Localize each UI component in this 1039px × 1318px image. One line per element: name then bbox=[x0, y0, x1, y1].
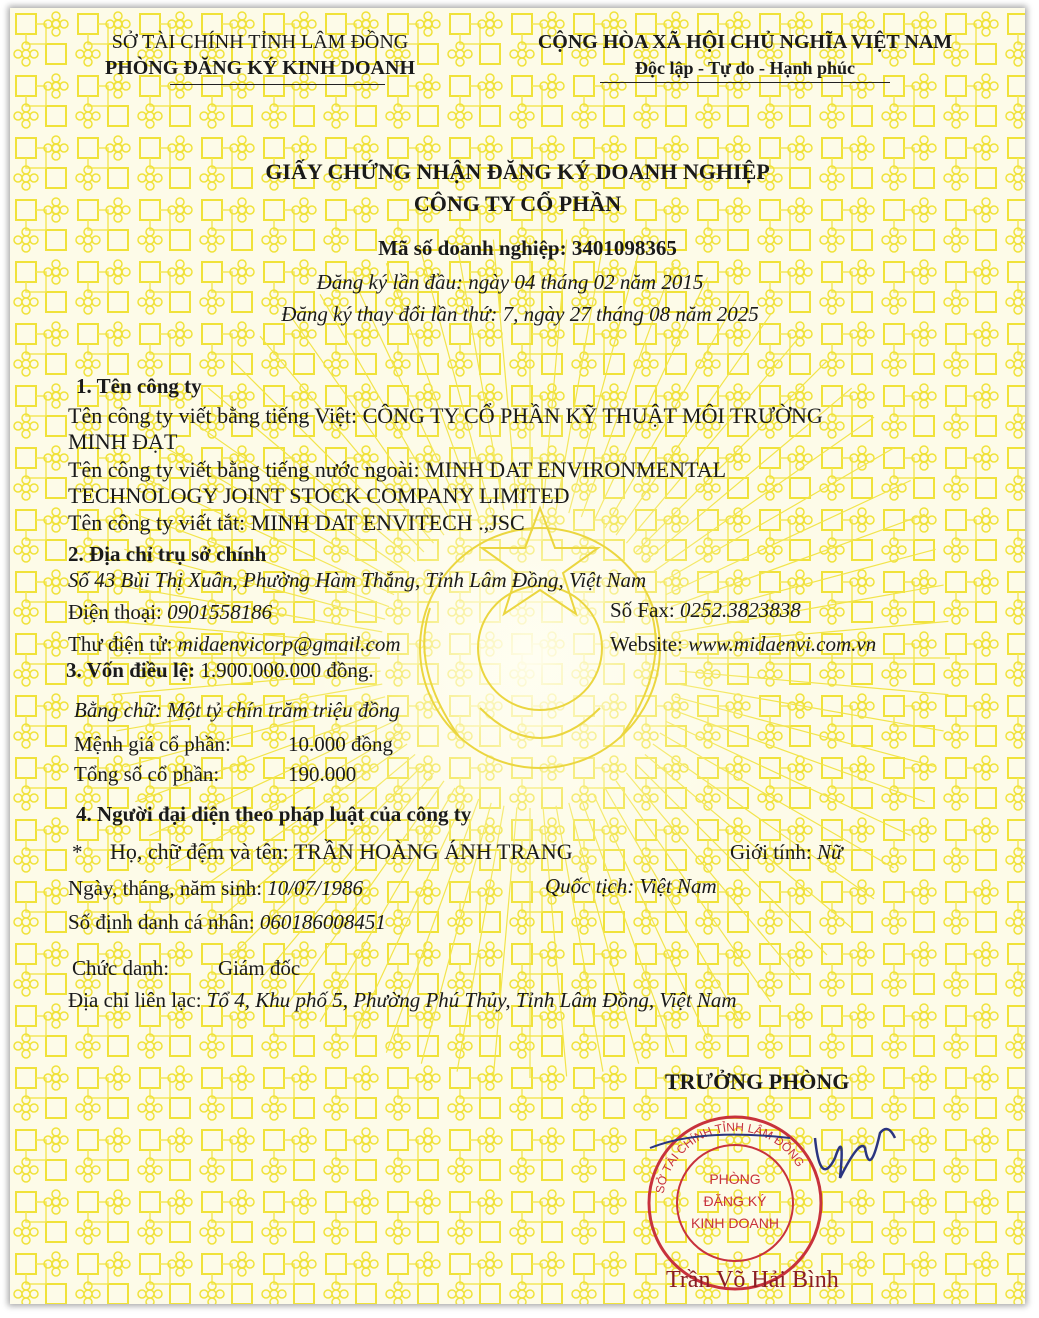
contact-address-field bbox=[68, 988, 737, 1012]
company-name-vietnamese bbox=[68, 404, 823, 428]
header-left-underline bbox=[170, 84, 385, 85]
label-nationality: Quốc tịch: bbox=[545, 874, 635, 898]
total-shares: 190.000 bbox=[288, 762, 357, 786]
label-gender: Giới tính: bbox=[730, 840, 812, 864]
stamp-center-line1: PHÒNG bbox=[709, 1171, 761, 1187]
section-2-heading: 2. Địa chỉ trụ sở chính bbox=[68, 542, 267, 566]
company-name-foreign bbox=[68, 458, 726, 482]
position-value: Giám đốc bbox=[218, 956, 301, 980]
value-dob: 10/07/1986 bbox=[267, 876, 363, 900]
stamp-ring-text: SỞ TÀI CHÍNH TỈNH LÂM ĐỒNG bbox=[652, 1119, 808, 1195]
total-shares-label: Tổng số cổ phần: bbox=[74, 762, 220, 786]
value-full-name: TRẦN HOÀNG ÁNH TRANG bbox=[293, 839, 573, 864]
label-email: Thư điện tử: bbox=[68, 632, 173, 656]
value-contact-address: Tổ 4, Khu phố 5, Phường Phú Thủy, Tỉnh Lâm Đồng, Việt Nam bbox=[206, 988, 737, 1012]
label-personal-id: Số định danh cá nhân: bbox=[68, 910, 255, 934]
country-name: CỘNG HÒA XÃ HỘI CHỦ NGHĨA VIỆT NAM bbox=[537, 31, 953, 53]
nationality-field bbox=[545, 874, 717, 898]
header-right-underline bbox=[600, 82, 890, 83]
representative-name bbox=[110, 840, 573, 864]
section-3-heading: 3. Vốn điều lệ: bbox=[66, 658, 196, 682]
value-vietnamese-name-cont: MINH ĐẠT bbox=[68, 429, 178, 454]
value-nationality: Việt Nam bbox=[639, 874, 717, 898]
position-label: Chức danh: bbox=[72, 956, 170, 980]
value-vietnamese-name: CÔNG TY CỔ PHẦN KỸ THUẬT MÔI TRƯỜNG bbox=[362, 403, 823, 428]
value-short-name: MINH DAT ENVITECH .,JSC bbox=[250, 510, 525, 535]
label-short-name: Tên công ty viết tắt: bbox=[68, 510, 246, 535]
department-name: PHÒNG ĐĂNG KÝ KINH DOANH bbox=[105, 57, 415, 79]
gender-field bbox=[730, 840, 842, 864]
par-value: 10.000 đồng bbox=[288, 732, 393, 756]
section-4-heading: 4. Người đại diện theo pháp luật của công ty bbox=[76, 802, 472, 826]
head-office-address: Số 43 Bùi Thị Xuân, Phường Hàm Thắng, Tỉnh Lâm Đồng, Việt Nam bbox=[68, 568, 647, 592]
phone-field bbox=[68, 600, 272, 624]
document-subtitle: CÔNG TY CỔ PHẦN bbox=[413, 191, 622, 216]
signer-title: TRƯỞNG PHÒNG bbox=[665, 1069, 850, 1094]
label-vietnamese-name: Tên công ty viết bằng tiếng Việt: bbox=[68, 403, 358, 428]
website-field bbox=[610, 632, 876, 656]
fax-field bbox=[610, 598, 801, 622]
value-personal-id: 060186008451 bbox=[259, 910, 386, 934]
value-phone: 0901558186 bbox=[167, 600, 273, 624]
personal-id-field bbox=[68, 910, 386, 934]
value-foreign-name: MINH DAT ENVIRONMENTAL bbox=[425, 457, 727, 482]
label-foreign-name: Tên công ty viết bằng tiếng nước ngoài: bbox=[68, 457, 420, 482]
value-gender: Nữ bbox=[816, 840, 843, 864]
label-phone: Điện thoại: bbox=[68, 600, 162, 624]
value-fax: 0252.3823838 bbox=[680, 598, 801, 622]
company-short-name bbox=[68, 511, 525, 535]
document-title: GIẤY CHỨNG NHẬN ĐĂNG KÝ DOANH NGHIỆP bbox=[265, 159, 770, 184]
section-1-heading: 1. Tên công ty bbox=[76, 374, 202, 398]
label-website: Website: bbox=[610, 632, 683, 656]
certificate-document bbox=[10, 8, 1025, 1304]
enterprise-code: Mã số doanh nghiệp: 3401098365 bbox=[378, 236, 677, 260]
value-email: midaenvicorp@gmail.com bbox=[177, 632, 401, 656]
value-foreign-name-cont: TECHNOLOGY JOINT STOCK COMPANY LIMITED bbox=[68, 483, 570, 508]
national-motto: Độc lập - Tự do - Hạnh phúc bbox=[634, 58, 856, 78]
stamp-center-line3: KINH DOANH bbox=[691, 1215, 779, 1231]
date-of-birth-field bbox=[68, 876, 363, 900]
handwritten-signature bbox=[810, 1118, 900, 1198]
ministry-name: SỞ TÀI CHÍNH TỈNH LÂM ĐỒNG bbox=[111, 31, 409, 53]
first-registration-date: Đăng ký lần đầu: ngày 04 tháng 02 năm 2015 bbox=[316, 270, 704, 294]
value-capital: 1.900.000.000 đồng. bbox=[200, 658, 374, 682]
label-fax: Số Fax: bbox=[610, 598, 675, 622]
signer-name: Trần Võ Hải Bình bbox=[666, 1267, 839, 1293]
capital-in-words: Bằng chữ: Một tỷ chín trăm triệu đồng bbox=[74, 698, 400, 722]
label-full-name: Họ, chữ đệm và tên: bbox=[110, 839, 289, 864]
change-registration-date: Đăng ký thay đổi lần thứ: 7, ngày 27 tháng 08 năm 2025 bbox=[281, 302, 759, 326]
stamp-center-line2: ĐĂNG KÝ bbox=[703, 1193, 767, 1209]
value-website: www.midaenvi.com.vn bbox=[688, 632, 877, 656]
email-field bbox=[68, 632, 401, 656]
par-value-label: Mệnh giá cổ phần: bbox=[74, 732, 231, 756]
label-dob: Ngày, tháng, năm sinh: bbox=[68, 876, 263, 900]
bullet-mark: * bbox=[72, 840, 83, 864]
charter-capital bbox=[66, 658, 374, 682]
label-contact-address: Địa chỉ liên lạc: bbox=[68, 988, 202, 1012]
